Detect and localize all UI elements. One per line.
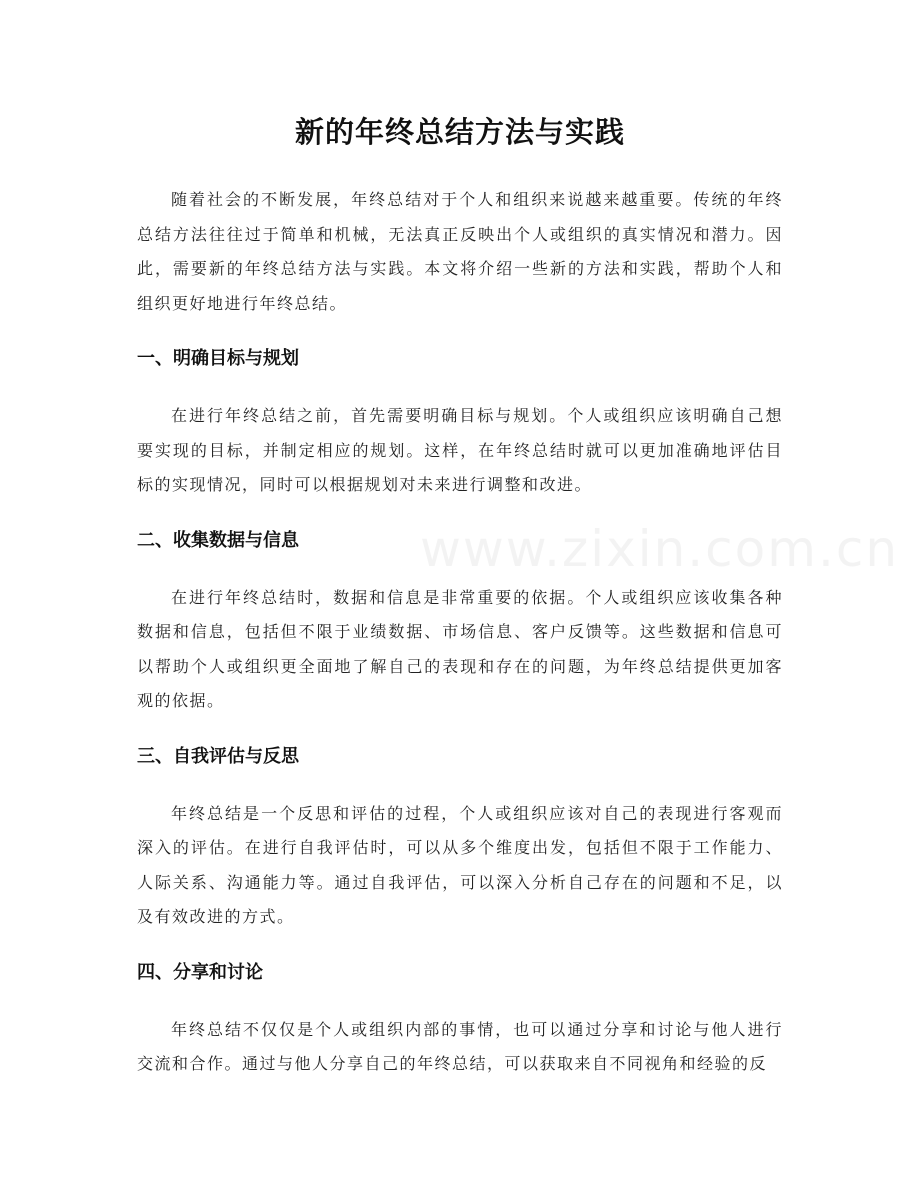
section-heading-sharing: 四、分享和讨论 xyxy=(137,961,263,983)
intro-paragraph: 随着社会的不断发展，年终总结对于个人和组织来说越来越重要。传统的年终总结方法往往过于简单和机械，无法真正反映出个人或组织的真实情况和潜力。因此，需要新的年终总结方法与实践。本文将介绍一些新的方法和实践，帮助个人和组织更好地进行年终总结。 xyxy=(137,190,783,313)
section-heading-self-assessment: 三、自我评估与反思 xyxy=(137,745,299,767)
watermark-text: www.zixin.com.cn xyxy=(420,520,900,578)
section-body-sharing: 年终总结不仅仅是个人或组织内部的事情，也可以通过分享和讨论与他人进行交流和合作。通过与他人分享自己的年终总结，可以获取来自不同视角和经验的反 xyxy=(137,1019,783,1073)
section-body-goals: 在进行年终总结之前，首先需要明确目标与规划。个人或组织应该明确自己想要实现的目标，并制定相应的规划。这样，在年终总结时就可以更加准确地评估目标的实现情况，同时可以根据规划对未来进行调整和改进。 xyxy=(137,406,783,494)
section-body-self-assessment: 年终总结是一个反思和评估的过程，个人或组织应该对自己的表现进行客观而深入的评估。在进行自我评估时，可以从多个维度出发，包括但不限于工作能力、人际关系、沟通能力等。通过自我评估，可以深入分析自己存在的问题和不足，以及有效改进的方式。 xyxy=(137,803,783,926)
section-heading-goals: 一、明确目标与规划 xyxy=(137,348,299,369)
section-heading-data: 二、收集数据与信息 xyxy=(137,529,299,551)
page-title: 新的年终总结方法与实践 xyxy=(294,115,625,149)
document-body xyxy=(137,183,783,1082)
section-body-data: 在进行年终总结时，数据和信息是非常重要的依据。个人或组织应该收集各种数据和信息，包括但不限于业绩数据、市场信息、客户反馈等。这些数据和信息可以帮助个人或组织更全面地了解自己的表现和存在的问题，为年终总结提供更加客观的依据。 xyxy=(137,587,783,710)
